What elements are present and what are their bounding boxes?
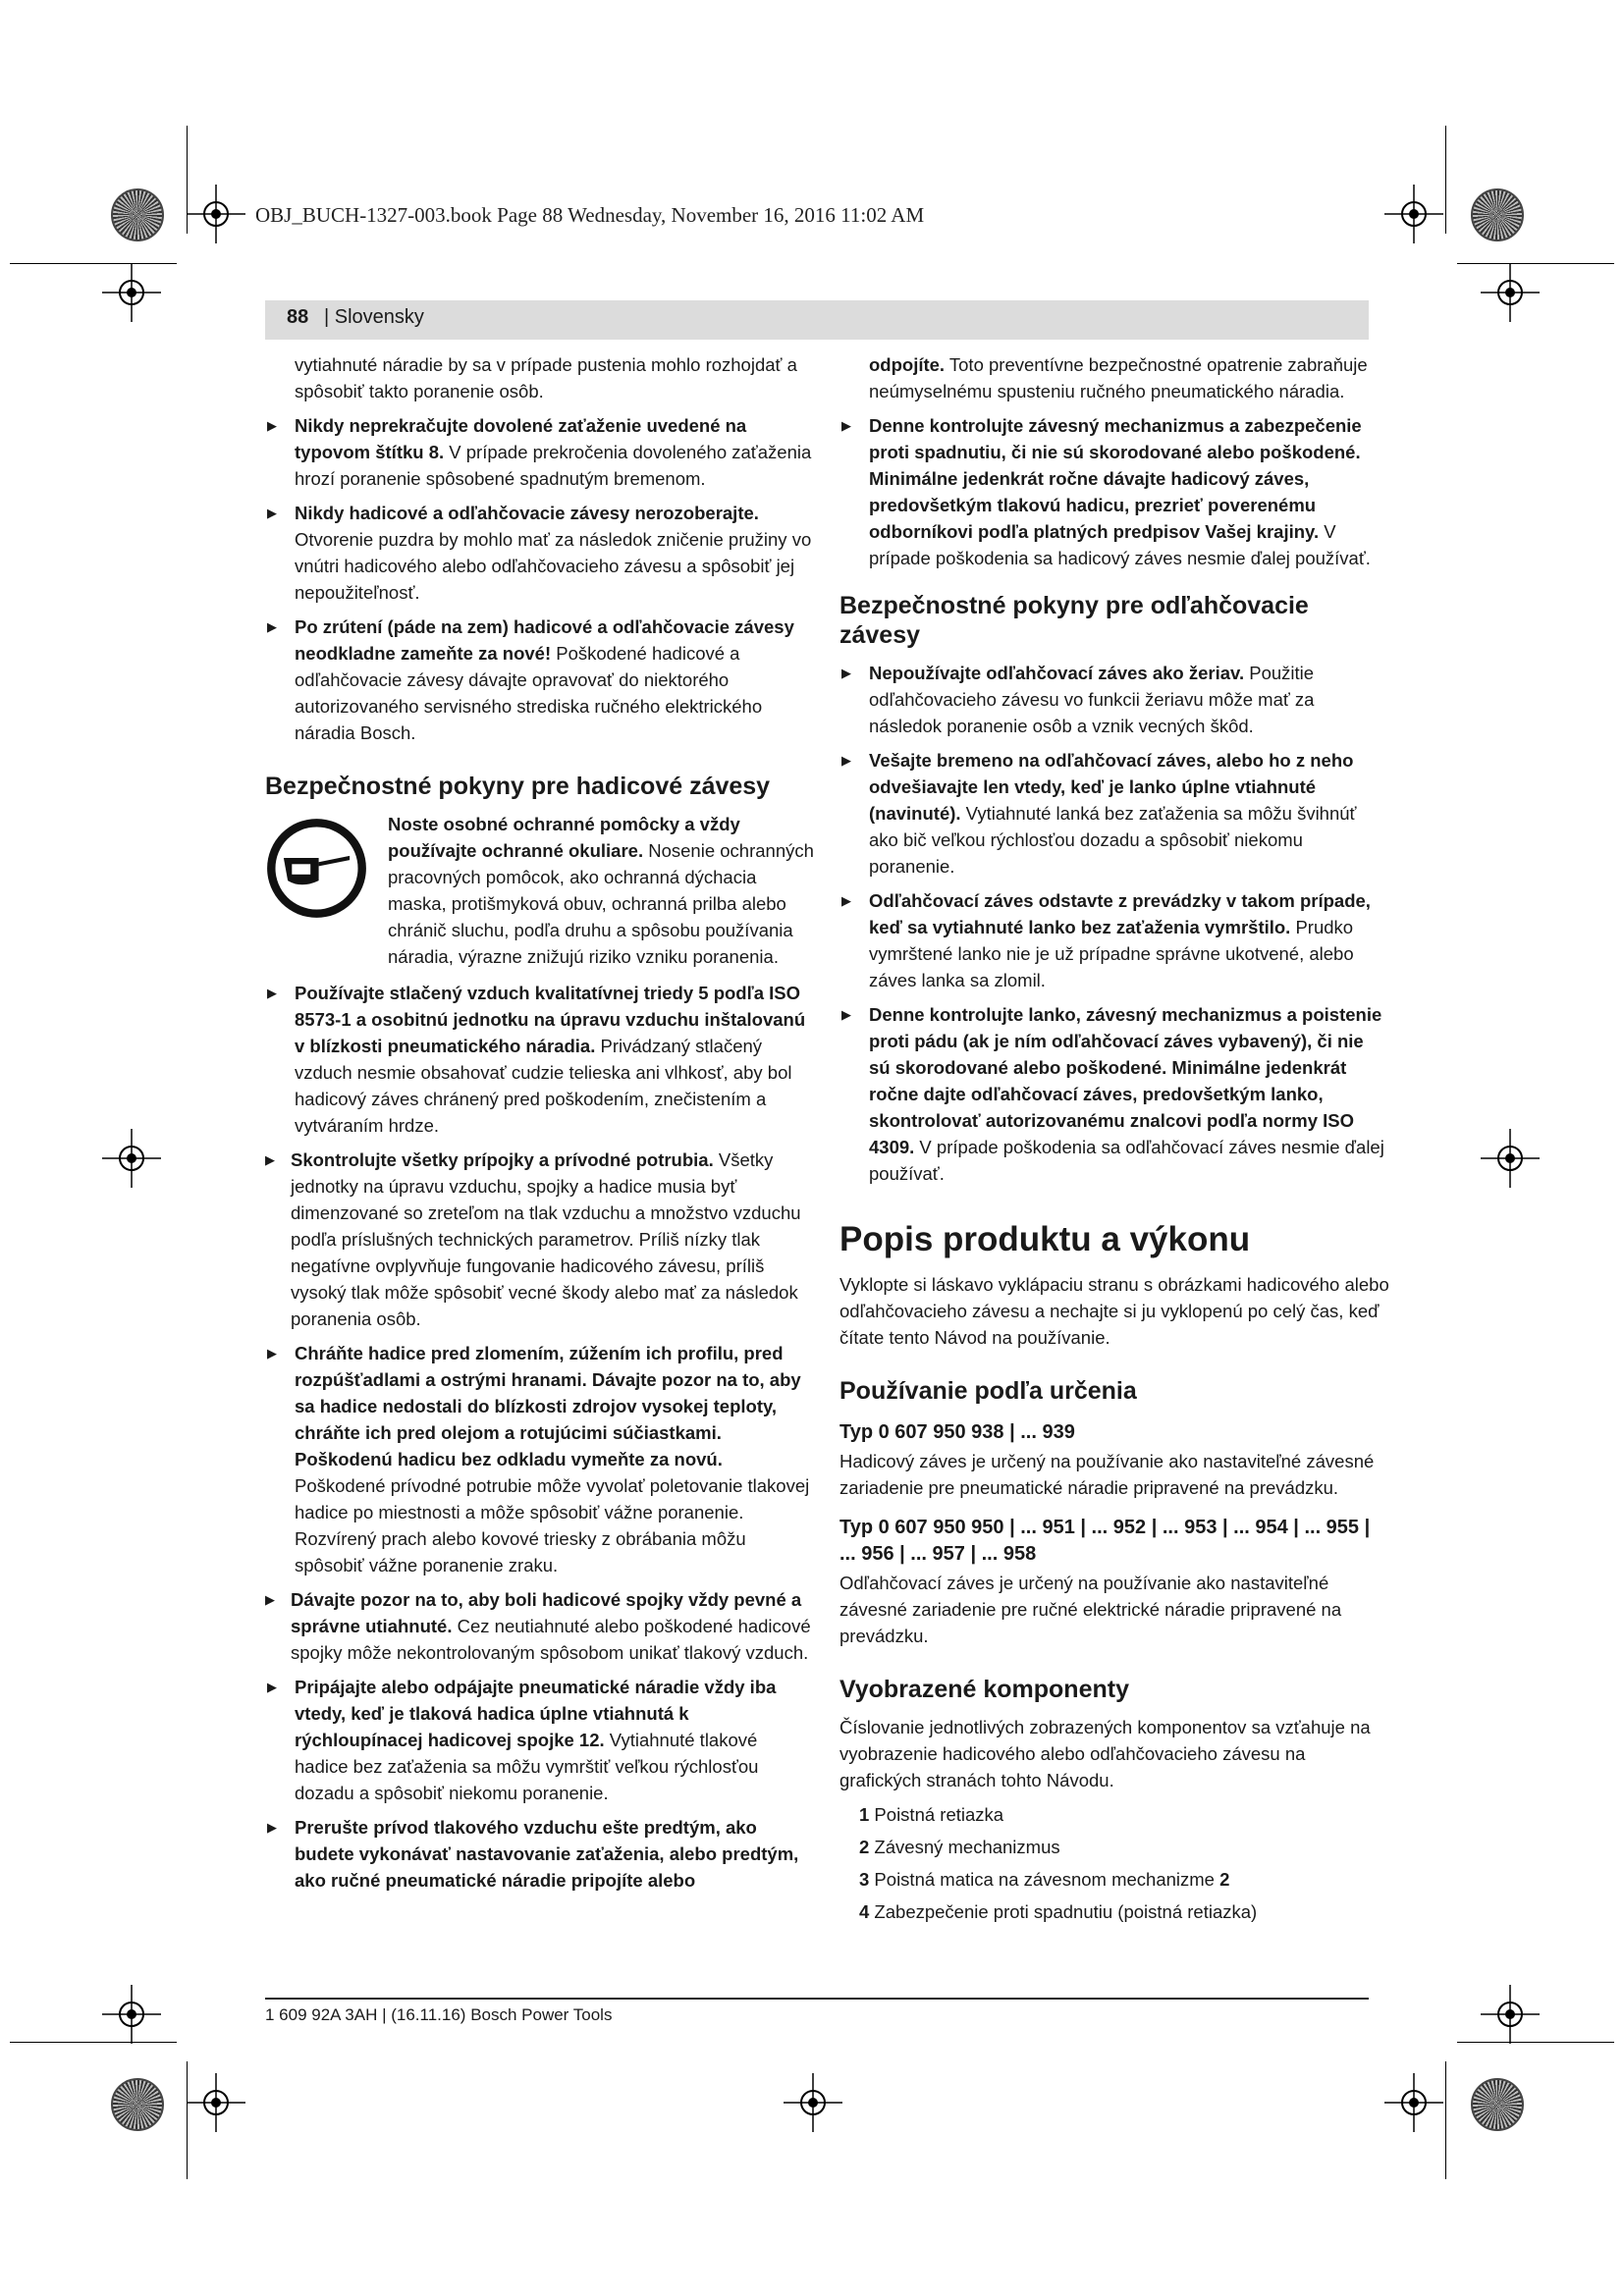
list-item: 4 Zabezpečenie proti spadnutiu (poistná retiazka): [859, 1901, 1258, 1922]
components-intro: Číslovanie jednotlivých zobrazených komponentov sa vzťahuje na vyobrazenie hadicového alebo odľahčovacieho závesu na grafických stranách tohto Návodu.: [839, 1717, 1371, 1790]
print-header: OBJ_BUCH-1327-003.book Page 88 Wednesday, November 16, 2016 11:02 AM: [255, 203, 925, 227]
crosshair-registration-icon: [187, 2073, 245, 2132]
header-separator: |: [324, 306, 335, 328]
section-heading: Bezpečnostné pokyny pre odľahčovacie závesy: [839, 592, 1309, 649]
left-column: [265, 351, 815, 1901]
trim-line: [187, 2061, 188, 2179]
trim-line: [10, 263, 177, 264]
safety-bullet: ▶ Prerušte prívod tlakového vzduchu ešte predtým, ako budete vykonávať nastavovanie zaťaženia, alebo predtým, ako ručné pneumatické náradie pripojíte alebo: [265, 1814, 815, 1894]
trim-line: [187, 126, 188, 234]
safety-bullet: ▶ Pripájajte alebo odpájajte pneumatické náradie vždy iba vtedy, keď je tlaková hadica úplne vtiahnutá k rýchloupínacej hadicovej spojke 12. Vytiahnuté tlakové hadice bez zaťaženia sa môžu vymrštiť veľkou rýchlosťou dozadu a spôsobiť niekomu poranenie.: [265, 1674, 815, 1806]
list-item: 3 Poistná matica na závesnom mechanizme 2: [859, 1869, 1230, 1890]
safety-glasses-block: [265, 811, 815, 970]
safety-bullet: ▶ Po zrútení (páde na zem) hadicové a odľahčovacie závesy neodkladne zameňte za nové! Poškodené hadicové a odľahčovacie závesy dávajte opravovať do niektorého autorizovaného servisného strediska ručného elektrického náradia Bosch.: [265, 614, 815, 746]
crosshair-registration-icon: [187, 185, 245, 243]
type-heading: Typ 0 607 950 938 | ... 939: [839, 1421, 1075, 1443]
safety-glasses-icon: [265, 817, 368, 920]
color-registration-wheel: [1471, 188, 1524, 241]
type-description: Hadicový záves je určený na používanie ako nastaviteľné závesné zariadenie pre pneumatické náradie pripravené na prevádzku.: [839, 1451, 1375, 1498]
main-heading: Popis produktu a výkonu: [839, 1220, 1251, 1258]
color-registration-wheel: [111, 2078, 164, 2131]
language-label: Slovensky: [334, 306, 424, 328]
safety-bullet: ▶ Nepoužívajte odľahčovací záves ako žeriav. Použitie odľahčovacieho závesu vo funkcii žeriavu môže mať za následok poranenie osôb a vznik vecných škôd.: [839, 660, 1389, 739]
components-heading: Vyobrazené komponenty: [839, 1676, 1129, 1703]
safety-bullet: ▶ Chráňte hadice pred zlomením, zúžením ich profilu, pred rozpúšťadlami a ostrými hranami. Dávajte pozor na to, aby sa hadice nedostali do blízkosti zdrojov vysokej teploty, chráňte ich pred olejom a rotujúcimi súčiastkami. Poškodenú hadicu bez odkladu vymeňte za novú. Poškodené prívodné potrubie môže vyvolať poletovanie tlakovej hadice po miestnosti a môže spôsobiť vážne poranenie. Rozvírený prach alebo kovové triesky z obrábania môžu spôsobiť vážne poranenie zraku.: [265, 1340, 815, 1578]
crosshair-registration-icon: [784, 2073, 842, 2132]
crosshair-registration-icon: [1384, 2073, 1443, 2132]
crosshair-registration-icon: [102, 1129, 161, 1188]
continuation-text: odpojíte. Toto preventívne bezpečnostné opatrenie zabraňuje neúmyselnému spusteniu ručného pneumatického náradia.: [869, 354, 1368, 401]
usage-heading: Používanie podľa určenia: [839, 1377, 1137, 1405]
safety-bullet: ▶ Dávajte pozor na to, aby boli hadicové spojky vždy pevné a správne utiahnuté. Cez neutiahnuté alebo poškodené hadicové spojky môže nekontrolovaným spôsobom unikať tlakový vzduch.: [265, 1586, 815, 1666]
glasses-text: Noste osobné ochranné pomôcky a vždy používajte ochranné okuliare. Nosenie ochranných pracovných pomôcok, ako ochranná dýchacia maska, protišmyková obuv, ochranná prilba alebo chránič sluchu, podľa druhu a spôsobu používania náradia, výrazne znižujú riziko vzniku poranenia.: [388, 814, 814, 967]
trim-line: [10, 2042, 177, 2043]
safety-bullet: ▶ Nikdy hadicové a odľahčovacie závesy nerozoberajte. Otvorenie puzdra by mohlo mať za následok zničenie pružiny vo vnútri hadicového alebo odľahčovacieho závesu a spôsobiť jej nepoužiteľnosť.: [265, 500, 815, 606]
list-item: 1 Poistná retiazka: [859, 1804, 1004, 1825]
page-footer: 1 609 92A 3AH | (16.11.16) Bosch Power Tools: [265, 2005, 613, 2024]
trim-line: [1445, 126, 1446, 234]
color-registration-wheel: [111, 188, 164, 241]
color-registration-wheel: [1471, 2078, 1524, 2131]
section-heading: Bezpečnostné pokyny pre hadicové závesy: [265, 773, 771, 800]
main-intro: Vyklopte si láskavo vyklápaciu stranu s obrázkami hadicového alebo odľahčovacieho závesu a nechajte si ju vyklopenú po celý čas, keď čítate tento Návod na používanie.: [839, 1274, 1389, 1348]
page-language: [324, 306, 424, 329]
safety-bullet: ▶ Skontrolujte všetky prípojky a prívodné potrubia. Všetky jednotky na úpravu vzduchu, spojky a hadice musia byť dimenzované so zreteľom na tlak vzduchu a množstvo vzduchu podľa príslušných technických parametrov. Príliš nízky tlak negatívne ovplyvňuje fungovanie hadicového závesu, príliš vysoký tlak môže spôsobiť vecné škody alebo mať za následok poranenia osôb.: [265, 1147, 815, 1332]
safety-bullet: ▶ Denne kontrolujte lanko, závesný mechanizmus a poistenie proti pádu (ak je ním odľahčovací záves vybavený), či nie sú skorodované alebo poškodené. Minimálne jedenkrát ročne dajte odľahčovací záves, predovšetkým lanko, skontrolovať autorizovanému znalcovi podľa normy ISO 4309. V prípade poškodenia sa odľahčovací záves nesmie ďalej používať.: [839, 1001, 1389, 1187]
crosshair-registration-icon: [1481, 1985, 1540, 2044]
safety-bullet: ▶ Používajte stlačený vzduch kvalitatívnej triedy 5 podľa ISO 8573-1 a osobitnú jednotku na úpravu vzduchu inštalovanú v blízkosti pneumatického náradia. Privádzaný stlačený vzduch nesmie obsahovať cudzie telieska ani vlhkosť, aby bol hadicový záves chránený pred poškodením, znečistením a vytváraním hrdze.: [265, 980, 815, 1139]
page-header-bar: [265, 300, 1369, 340]
intro-text: vytiahnuté náradie by sa v prípade pustenia mohlo rozhojdať a spôsobiť takto poranenie osôb.: [295, 354, 797, 401]
footer-rule: [265, 1998, 1369, 2000]
trim-line: [1457, 263, 1614, 264]
page-number: 88: [287, 306, 309, 328]
safety-bullet: ▶ Vešajte bremeno na odľahčovací záves, alebo ho z neho odvešiavajte len vtedy, keď je lanko úplne vtiahnuté (navinuté). Vytiahnuté lanká bez zaťaženia sa môžu švihnúť ako bič veľkou rýchlosťou dozadu a spôsobiť niekomu poranenie.: [839, 747, 1389, 880]
right-column: [839, 351, 1389, 1931]
type-description: Odľahčovací záves je určený na používanie ako nastaviteľné závesné zariadenie pre ručné elektrické náradie pripravené na prevádzku.: [839, 1573, 1342, 1646]
crosshair-registration-icon: [102, 263, 161, 322]
trim-line: [1445, 2061, 1446, 2179]
list-item: 2 Závesný mechanizmus: [859, 1837, 1060, 1857]
crosshair-registration-icon: [102, 1985, 161, 2044]
type-heading: Typ 0 607 950 950 | ... 951 | ... 952 | ... 953 | ... 954 | ... 955 | ... 956 | ... 957 | ... 958: [839, 1517, 1371, 1565]
safety-bullet: ▶ Odľahčovací záves odstavte z prevádzky v takom prípade, keď sa vytiahnuté lanko bez zaťaženia vymrštilo. Prudko vymrštené lanko nie je už prípadne správne ukotvené, alebo záves lanka sa zlomil.: [839, 887, 1389, 993]
components-list: [839, 1801, 1389, 1925]
crosshair-registration-icon: [1481, 1129, 1540, 1188]
safety-bullet: ▶ Denne kontrolujte závesný mechanizmus a zabezpečenie proti spadnutiu, či nie sú skorodované alebo poškodené. Minimálne jedenkrát ročne dávajte hadicový záves, predovšetkým tlakovú hadicu, prezrieť poverenému odborníkovi podľa platných predpisov Vašej krajiny. V prípade poškodenia sa hadicový záves nesmie ďalej používať.: [839, 412, 1389, 571]
safety-bullet: ▶ Nikdy neprekračujte dovolené zaťaženie uvedené na typovom štítku 8. V prípade prekročenia dovoleného zaťaženia hrozí poranenie spôsobené spadnutým bremenom.: [265, 412, 815, 492]
crosshair-registration-icon: [1481, 263, 1540, 322]
crosshair-registration-icon: [1384, 185, 1443, 243]
trim-line: [1457, 2042, 1614, 2043]
